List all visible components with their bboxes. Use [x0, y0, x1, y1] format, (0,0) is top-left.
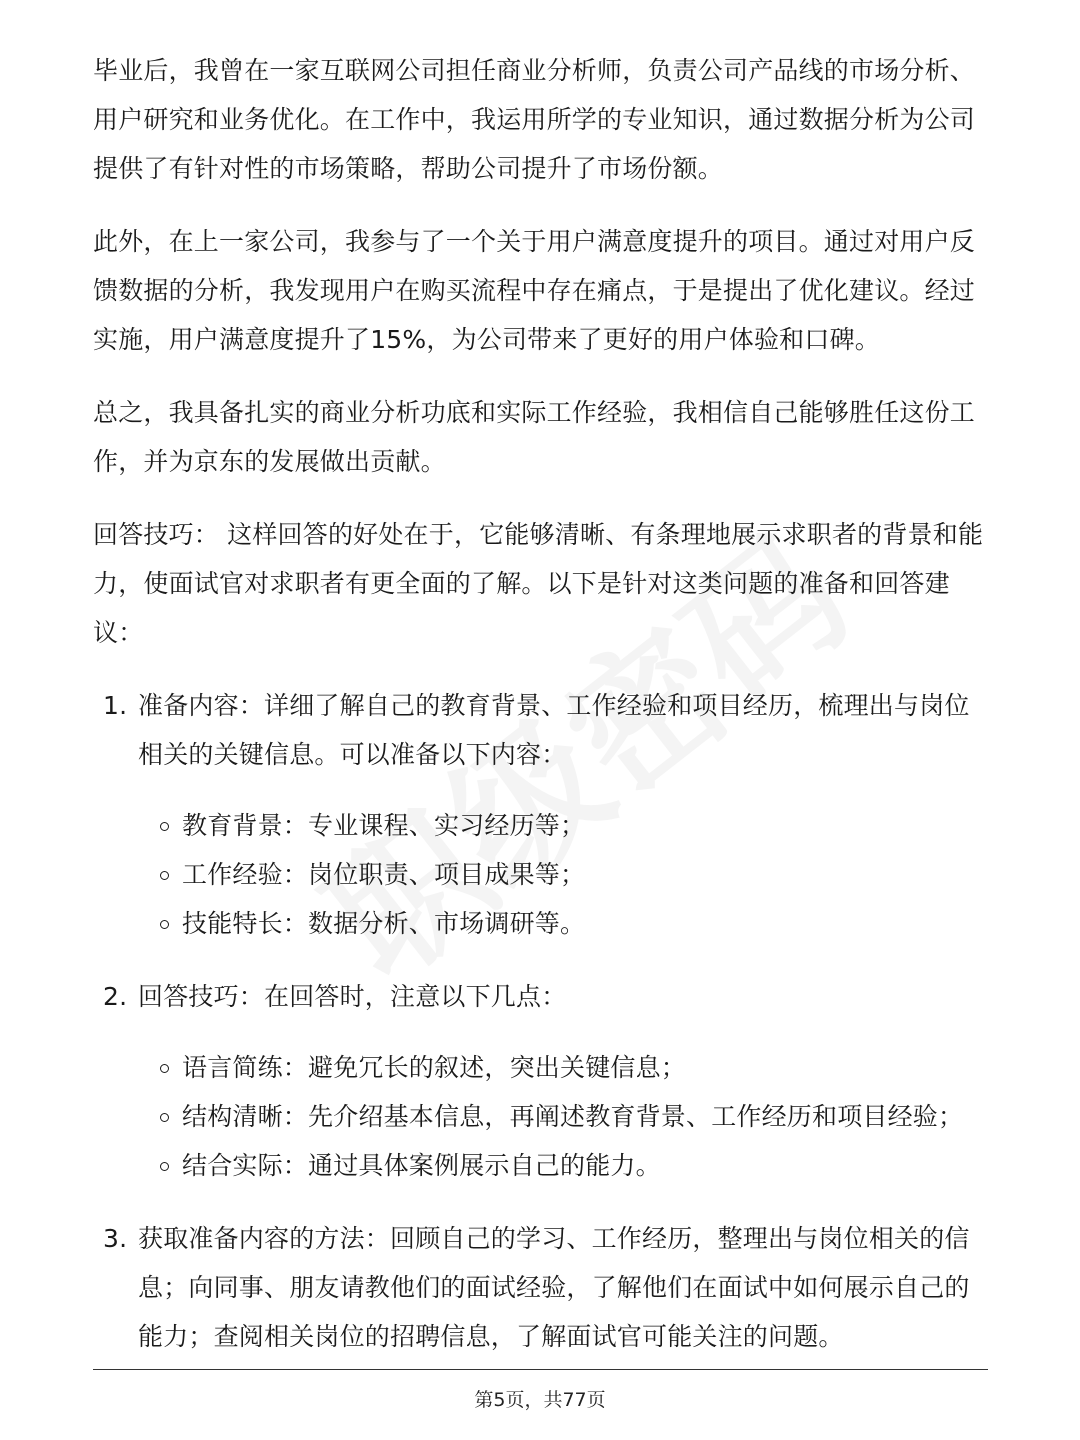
sub-list-item [138, 899, 988, 948]
sub-list-item-text: 结构清晰：先介绍基本信息，再阐述教育背景、工作经历和项目经验； [182, 1102, 964, 1131]
sub-list-item [138, 1043, 988, 1092]
footer-divider [93, 1369, 988, 1370]
sub-list-item-text: 教育背景：专业课程、实习经历等； [182, 811, 586, 840]
circle-bullet-icon [160, 871, 169, 880]
sub-list-item [138, 801, 988, 850]
circle-bullet-icon [160, 920, 169, 929]
list-number: 1. [103, 691, 128, 720]
paragraph-summary: 总之，我具备扎实的商业分析功底和实际工作经验，我相信自己能够胜任这份工作，并为京东的发展做出贡献。 [93, 398, 976, 476]
circle-bullet-icon [160, 1113, 169, 1122]
sub-list [138, 801, 988, 948]
circle-bullet-icon [160, 1162, 169, 1171]
list-item [93, 681, 988, 948]
sub-list-item-text: 技能特长：数据分析、市场调研等。 [182, 909, 586, 938]
sub-list-item-text: 结合实际：通过具体案例展示自己的能力。 [182, 1151, 661, 1180]
suggestion-list [93, 681, 988, 1361]
sub-list [138, 1043, 988, 1190]
list-number: 3. [103, 1224, 128, 1253]
list-item [93, 972, 988, 1190]
page-number: 第5页，共77页 [474, 1389, 606, 1411]
paragraph-project: 此外，在上一家公司，我参与了一个关于用户满意度提升的项目。通过对用户反馈数据的分析，我发现用户在购买流程中存在痛点，于是提出了优化建议。经过实施，用户满意度提升了15%，为公司带来了更好的用户体验和口碑。 [93, 227, 976, 354]
document-body [93, 46, 988, 1385]
list-number: 2. [103, 982, 128, 1011]
circle-bullet-icon [160, 1064, 169, 1073]
sub-list-item [138, 1092, 988, 1141]
list-item [93, 1214, 988, 1361]
circle-bullet-icon [160, 822, 169, 831]
list-item-text: 准备内容：详细了解自己的教育背景、工作经验和项目经历，梳理出与岗位相关的关键信息。可以准备以下内容： [138, 691, 970, 769]
sub-list-item-text: 语言简练：避免冗长的叙述，突出关键信息； [182, 1053, 687, 1082]
sub-list-item-text: 工作经验：岗位职责、项目成果等； [182, 860, 586, 889]
list-item-text: 获取准备内容的方法：回顾自己的学习、工作经历，整理出与岗位相关的信息；向同事、朋友请教他们的面试经验，了解他们在面试中如何展示自己的能力；查阅相关岗位的招聘信息，了解面试官可能关注的问题。 [138, 1224, 970, 1351]
paragraph-work-experience: 毕业后，我曾在一家互联网公司担任商业分析师，负责公司产品线的市场分析、用户研究和业务优化。在工作中，我运用所学的专业知识，通过数据分析为公司提供了有针对性的市场策略，帮助公司提升了市场份额。 [93, 56, 976, 183]
sub-list-item [138, 1141, 988, 1190]
sub-list-item [138, 850, 988, 899]
list-item-text: 回答技巧：在回答时，注意以下几点： [138, 982, 567, 1011]
paragraph-answer-tips: 回答技巧： 这样回答的好处在于，它能够清晰、有条理地展示求职者的背景和能力，使面试官对求职者有更全面的了解。以下是针对这类问题的准备和回答建议： [93, 520, 984, 647]
